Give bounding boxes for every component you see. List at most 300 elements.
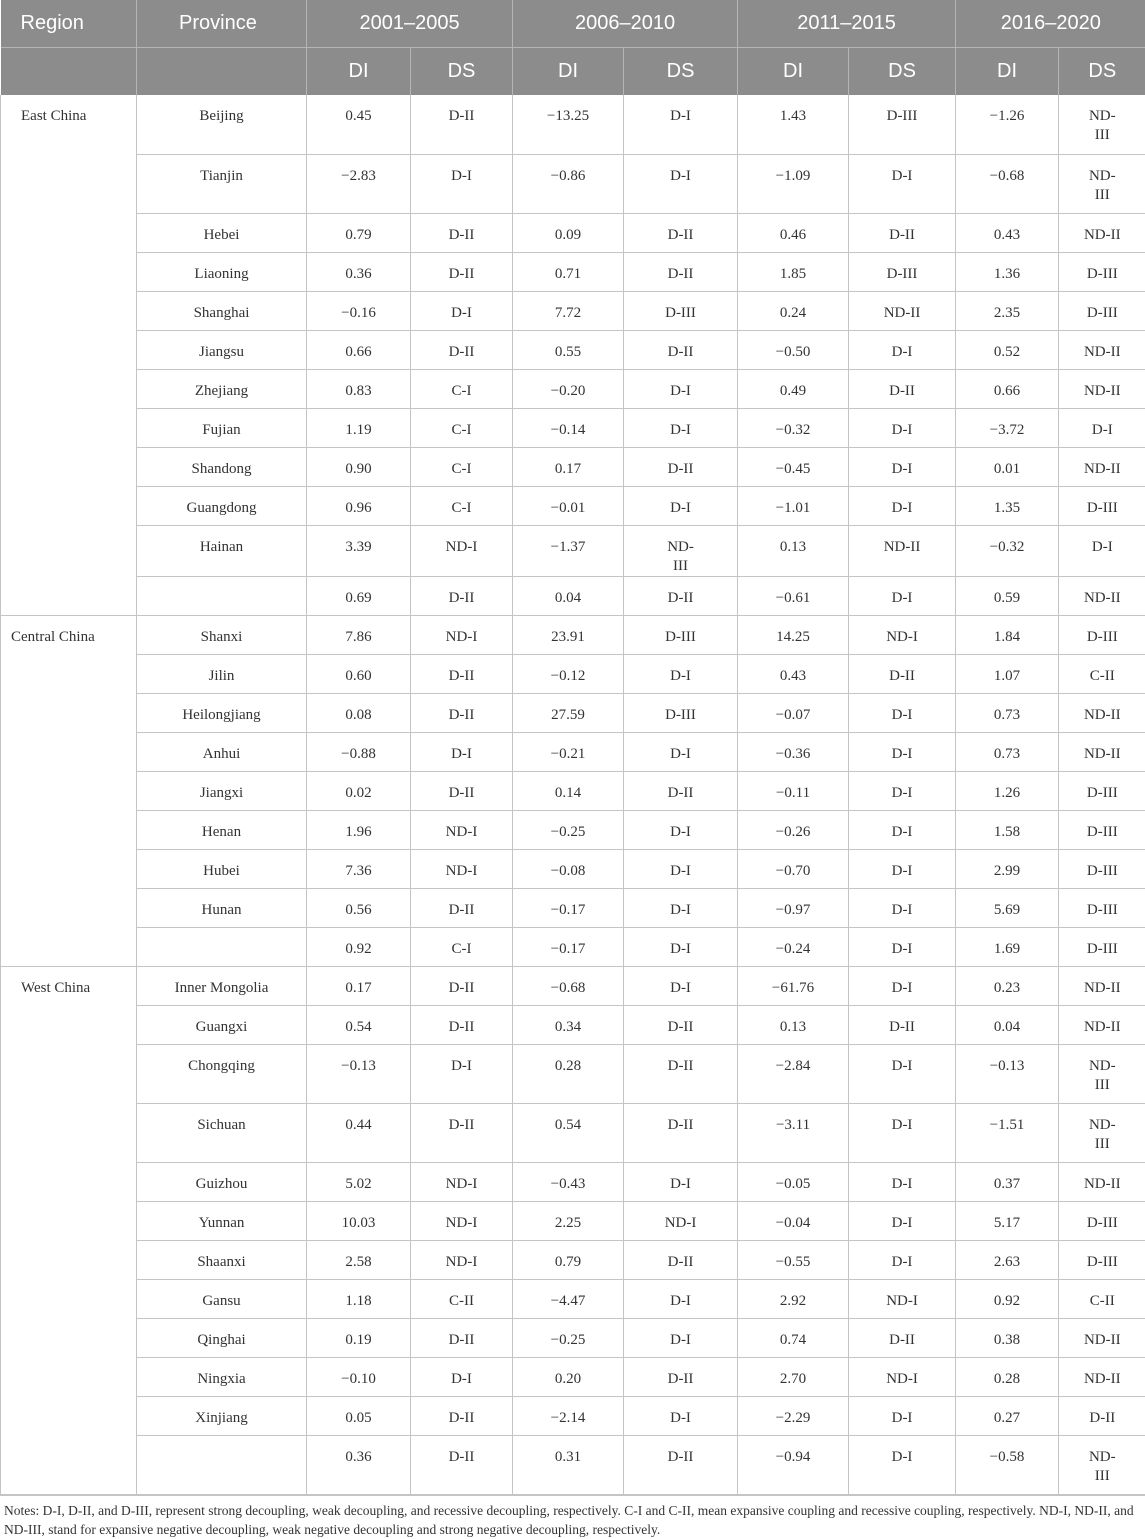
ds-status-cell: ND-I <box>849 615 956 654</box>
province-cell: Inner Mongolia <box>137 966 307 1005</box>
ds-status-cell: D-I <box>624 1396 738 1435</box>
di-value-cell: 0.14 <box>513 771 624 810</box>
province-cell: Jiangxi <box>137 771 307 810</box>
ds-status-cell: D-I <box>624 966 738 1005</box>
province-cell: Hainan <box>137 525 307 576</box>
di-value-cell: −2.14 <box>513 1396 624 1435</box>
ds-status-cell: C-II <box>1059 1279 1145 1318</box>
ds-status-cell: D-II <box>411 888 513 927</box>
di-value-cell: −0.16 <box>307 291 411 330</box>
di-value-cell: −1.09 <box>738 154 849 213</box>
province-cell: Tianjin <box>137 154 307 213</box>
di-value-cell: 7.72 <box>513 291 624 330</box>
ds-status-cell: D-II <box>411 213 513 252</box>
ds-status-cell: ND-II <box>1059 330 1145 369</box>
ds-status-cell: D-II <box>624 771 738 810</box>
di-value-cell: −0.58 <box>956 1435 1059 1494</box>
di-value-cell: −0.68 <box>513 966 624 1005</box>
region-cell: West China <box>1 966 137 1494</box>
di-value-cell: 2.70 <box>738 1357 849 1396</box>
ds-status-cell: D-I <box>411 1044 513 1103</box>
di-value-cell: 5.02 <box>307 1162 411 1201</box>
di-value-cell: −4.47 <box>513 1279 624 1318</box>
ds-status-cell: ND- III <box>1059 1044 1145 1103</box>
di-value-cell: −0.17 <box>513 927 624 966</box>
header-ds: DS <box>411 48 513 96</box>
di-value-cell: 0.19 <box>307 1318 411 1357</box>
di-value-cell: 0.13 <box>738 1005 849 1044</box>
ds-status-cell: D-I <box>624 927 738 966</box>
ds-status-cell: D-I <box>849 447 956 486</box>
ds-status-cell: D-II <box>849 1318 956 1357</box>
ds-status-cell: ND-II <box>1059 1318 1145 1357</box>
table-row <box>1 576 1145 615</box>
di-value-cell: 2.63 <box>956 1240 1059 1279</box>
province-cell: Shanghai <box>137 291 307 330</box>
province-cell: Shanxi <box>137 615 307 654</box>
di-value-cell: 0.49 <box>738 369 849 408</box>
di-value-cell: −0.45 <box>738 447 849 486</box>
ds-status-cell: D-I <box>849 1201 956 1240</box>
di-value-cell: 1.35 <box>956 486 1059 525</box>
di-value-cell: 0.83 <box>307 369 411 408</box>
ds-status-cell: D-II <box>624 1435 738 1494</box>
ds-status-cell: D-I <box>624 408 738 447</box>
di-value-cell: 0.17 <box>513 447 624 486</box>
di-value-cell: 7.86 <box>307 615 411 654</box>
ds-status-cell: D-III <box>1059 849 1145 888</box>
ds-status-cell: D-I <box>624 95 738 154</box>
di-value-cell: −0.25 <box>513 1318 624 1357</box>
di-value-cell: 0.56 <box>307 888 411 927</box>
di-value-cell: −2.84 <box>738 1044 849 1103</box>
ds-status-cell: D-III <box>1059 888 1145 927</box>
ds-status-cell: D-II <box>849 1005 956 1044</box>
di-value-cell: 0.52 <box>956 330 1059 369</box>
di-value-cell: 0.17 <box>307 966 411 1005</box>
ds-status-cell: D-III <box>1059 486 1145 525</box>
ds-status-cell: D-II <box>411 1318 513 1357</box>
di-value-cell: 1.36 <box>956 252 1059 291</box>
di-value-cell: −0.86 <box>513 154 624 213</box>
province-cell: Yunnan <box>137 1201 307 1240</box>
di-value-cell: −0.14 <box>513 408 624 447</box>
ds-status-cell: D-II <box>411 654 513 693</box>
ds-status-cell: D-I <box>849 1162 956 1201</box>
di-value-cell: −0.43 <box>513 1162 624 1201</box>
di-value-cell: −0.50 <box>738 330 849 369</box>
ds-status-cell: D-III <box>624 291 738 330</box>
ds-status-cell: ND- III <box>1059 95 1145 154</box>
di-value-cell: −1.37 <box>513 525 624 576</box>
ds-status-cell: D-I <box>849 693 956 732</box>
ds-status-cell: D-I <box>849 1044 956 1103</box>
di-value-cell: 1.19 <box>307 408 411 447</box>
ds-status-cell: D-I <box>624 154 738 213</box>
ds-status-cell: D-II <box>1059 1396 1145 1435</box>
table-row <box>1 369 1145 408</box>
ds-status-cell: C-I <box>411 486 513 525</box>
header-province-blank <box>137 48 307 96</box>
ds-status-cell: ND-II <box>849 291 956 330</box>
ds-status-cell: ND-I <box>624 1201 738 1240</box>
ds-status-cell: D-II <box>411 771 513 810</box>
di-value-cell: −0.25 <box>513 810 624 849</box>
ds-status-cell: ND-I <box>411 1201 513 1240</box>
table-row <box>1 330 1145 369</box>
ds-status-cell: D-II <box>411 1005 513 1044</box>
ds-status-cell: D-I <box>624 732 738 771</box>
province-cell: Guizhou <box>137 1162 307 1201</box>
di-value-cell: 7.36 <box>307 849 411 888</box>
ds-status-cell: D-I <box>849 576 956 615</box>
table-row <box>1 927 1145 966</box>
table-body <box>1 95 1145 1494</box>
ds-status-cell: ND-II <box>1059 576 1145 615</box>
table-row <box>1 291 1145 330</box>
province-cell: Liaoning <box>137 252 307 291</box>
header-di: DI <box>307 48 411 96</box>
ds-status-cell: ND-II <box>1059 447 1145 486</box>
province-cell: Qinghai <box>137 1318 307 1357</box>
ds-status-cell: D-II <box>849 213 956 252</box>
header-period-2: 2006–2010 <box>513 0 738 48</box>
ds-status-cell: D-I <box>411 291 513 330</box>
di-value-cell: 27.59 <box>513 693 624 732</box>
di-value-cell: 0.01 <box>956 447 1059 486</box>
ds-status-cell: D-II <box>411 693 513 732</box>
di-value-cell: −2.29 <box>738 1396 849 1435</box>
province-cell: Hubei <box>137 849 307 888</box>
ds-status-cell: D-III <box>1059 771 1145 810</box>
ds-status-cell: D-I <box>849 408 956 447</box>
di-value-cell: 1.69 <box>956 927 1059 966</box>
di-value-cell: −13.25 <box>513 95 624 154</box>
di-value-cell: 0.92 <box>956 1279 1059 1318</box>
header-di: DI <box>513 48 624 96</box>
table-row <box>1 154 1145 213</box>
di-value-cell: 0.92 <box>307 927 411 966</box>
ds-status-cell: ND-I <box>849 1357 956 1396</box>
ds-status-cell: D-II <box>624 252 738 291</box>
ds-status-cell: ND-II <box>1059 213 1145 252</box>
ds-status-cell: D-III <box>1059 927 1145 966</box>
province-cell: Chongqing <box>137 1044 307 1103</box>
di-value-cell: 0.73 <box>956 732 1059 771</box>
di-value-cell: −1.51 <box>956 1103 1059 1162</box>
di-value-cell: 5.69 <box>956 888 1059 927</box>
province-cell <box>137 927 307 966</box>
table-row <box>1 213 1145 252</box>
header-province: Province <box>137 0 307 48</box>
ds-status-cell: D-I <box>1059 525 1145 576</box>
di-value-cell: 0.73 <box>956 693 1059 732</box>
table-row <box>1 1044 1145 1103</box>
ds-status-cell: D-I <box>624 849 738 888</box>
ds-status-cell: D-III <box>1059 810 1145 849</box>
di-value-cell: 1.07 <box>956 654 1059 693</box>
ds-status-cell: D-II <box>411 1103 513 1162</box>
table-row <box>1 732 1145 771</box>
ds-status-cell: D-II <box>411 966 513 1005</box>
ds-status-cell: D-I <box>624 1318 738 1357</box>
di-value-cell: 5.17 <box>956 1201 1059 1240</box>
province-cell: Xinjiang <box>137 1396 307 1435</box>
di-value-cell: −0.97 <box>738 888 849 927</box>
table-row <box>1 447 1145 486</box>
ds-status-cell: ND-II <box>1059 966 1145 1005</box>
di-value-cell: 0.71 <box>513 252 624 291</box>
di-value-cell: 2.99 <box>956 849 1059 888</box>
di-value-cell: −0.68 <box>956 154 1059 213</box>
di-value-cell: 0.05 <box>307 1396 411 1435</box>
ds-status-cell: ND-II <box>1059 1357 1145 1396</box>
table-row <box>1 1357 1145 1396</box>
ds-status-cell: D-I <box>624 654 738 693</box>
di-value-cell: 1.26 <box>956 771 1059 810</box>
ds-status-cell: D-I <box>624 888 738 927</box>
table-header <box>1 0 1145 95</box>
ds-status-cell: D-II <box>411 252 513 291</box>
ds-status-cell: D-I <box>849 966 956 1005</box>
di-value-cell: 1.58 <box>956 810 1059 849</box>
di-value-cell: 10.03 <box>307 1201 411 1240</box>
province-cell: Hunan <box>137 888 307 927</box>
di-value-cell: 2.92 <box>738 1279 849 1318</box>
province-cell <box>137 1435 307 1494</box>
ds-status-cell: D-III <box>849 252 956 291</box>
di-value-cell: 2.35 <box>956 291 1059 330</box>
table-row <box>1 654 1145 693</box>
di-value-cell: 1.84 <box>956 615 1059 654</box>
ds-status-cell: ND-I <box>411 1240 513 1279</box>
province-cell: Hebei <box>137 213 307 252</box>
di-value-cell: 0.38 <box>956 1318 1059 1357</box>
table-row <box>1 252 1145 291</box>
ds-status-cell: D-II <box>624 1357 738 1396</box>
province-cell: Heilongjiang <box>137 693 307 732</box>
province-cell: Jiangsu <box>137 330 307 369</box>
ds-status-cell: D-III <box>1059 1240 1145 1279</box>
di-value-cell: 1.43 <box>738 95 849 154</box>
table-row <box>1 1396 1145 1435</box>
di-value-cell: −0.05 <box>738 1162 849 1201</box>
ds-status-cell: D-I <box>849 888 956 927</box>
ds-status-cell: C-II <box>411 1279 513 1318</box>
di-value-cell: −0.04 <box>738 1201 849 1240</box>
table-notes: Notes: D-I, D-II, and D-III, represent strong decoupling, weak decoupling, and recessive decoupling, respectively. C-I and C-II, mean expansive coupling and recessive coupling, respectively. ND-I, ND-II, and ND-III, stand for expansive negative decoupling, weak negative decoupling and strong negative decoupling, respectively. <box>0 1495 1145 1539</box>
di-value-cell: 0.04 <box>956 1005 1059 1044</box>
di-value-cell: 0.36 <box>307 1435 411 1494</box>
di-value-cell: 0.45 <box>307 95 411 154</box>
di-value-cell: −0.11 <box>738 771 849 810</box>
ds-status-cell: D-III <box>1059 252 1145 291</box>
ds-status-cell: D-II <box>624 1005 738 1044</box>
table-row <box>1 486 1145 525</box>
ds-status-cell: ND- III <box>1059 154 1145 213</box>
di-value-cell: 0.54 <box>307 1005 411 1044</box>
di-value-cell: −0.32 <box>956 525 1059 576</box>
province-cell: Shandong <box>137 447 307 486</box>
province-cell: Zhejiang <box>137 369 307 408</box>
table-row <box>1 1240 1145 1279</box>
di-value-cell: 0.08 <box>307 693 411 732</box>
ds-status-cell: D-II <box>411 1435 513 1494</box>
province-cell: Gansu <box>137 1279 307 1318</box>
ds-status-cell: D-I <box>624 810 738 849</box>
di-value-cell: 0.74 <box>738 1318 849 1357</box>
di-value-cell: 1.96 <box>307 810 411 849</box>
header-region-blank <box>1 48 137 96</box>
ds-status-cell: D-II <box>624 213 738 252</box>
header-ds: DS <box>1059 48 1145 96</box>
ds-status-cell: ND-I <box>411 810 513 849</box>
di-value-cell: 0.23 <box>956 966 1059 1005</box>
di-value-cell: 0.34 <box>513 1005 624 1044</box>
di-value-cell: −0.70 <box>738 849 849 888</box>
region-cell: Central China <box>1 615 137 966</box>
ds-status-cell: C-II <box>1059 654 1145 693</box>
header-period-1: 2001–2005 <box>307 0 513 48</box>
region-cell: East China <box>1 95 137 615</box>
ds-status-cell: D-I <box>849 154 956 213</box>
table-row <box>1 888 1145 927</box>
ds-status-cell: D-III <box>1059 291 1145 330</box>
di-value-cell: 0.66 <box>307 330 411 369</box>
province-cell: Shaanxi <box>137 1240 307 1279</box>
province-cell: Ningxia <box>137 1357 307 1396</box>
table-row <box>1 615 1145 654</box>
table-row <box>1 1279 1145 1318</box>
ds-status-cell: ND-II <box>1059 732 1145 771</box>
di-value-cell: 0.79 <box>307 213 411 252</box>
di-value-cell: −0.61 <box>738 576 849 615</box>
ds-status-cell: D-I <box>411 154 513 213</box>
di-value-cell: −0.10 <box>307 1357 411 1396</box>
di-value-cell: −61.76 <box>738 966 849 1005</box>
ds-status-cell: D-II <box>624 330 738 369</box>
di-value-cell: 0.04 <box>513 576 624 615</box>
province-cell: Sichuan <box>137 1103 307 1162</box>
di-value-cell: 3.39 <box>307 525 411 576</box>
province-cell: Guangxi <box>137 1005 307 1044</box>
table-row <box>1 1318 1145 1357</box>
di-value-cell: −0.21 <box>513 732 624 771</box>
di-value-cell: 0.96 <box>307 486 411 525</box>
header-di: DI <box>738 48 849 96</box>
di-value-cell: 0.02 <box>307 771 411 810</box>
di-value-cell: −0.20 <box>513 369 624 408</box>
table-row <box>1 693 1145 732</box>
province-cell: Beijing <box>137 95 307 154</box>
di-value-cell: 0.90 <box>307 447 411 486</box>
di-value-cell: −0.24 <box>738 927 849 966</box>
ds-status-cell: D-I <box>849 486 956 525</box>
ds-status-cell: D-II <box>624 576 738 615</box>
di-value-cell: 0.27 <box>956 1396 1059 1435</box>
ds-status-cell: D-I <box>849 1396 956 1435</box>
di-value-cell: −0.55 <box>738 1240 849 1279</box>
ds-status-cell: D-II <box>624 1103 738 1162</box>
ds-status-cell: ND-II <box>1059 693 1145 732</box>
province-cell: Anhui <box>137 732 307 771</box>
ds-status-cell: ND-I <box>849 1279 956 1318</box>
di-value-cell: 0.60 <box>307 654 411 693</box>
ds-status-cell: ND-I <box>411 525 513 576</box>
ds-status-cell: D-II <box>624 1044 738 1103</box>
ds-status-cell: ND- III <box>624 525 738 576</box>
ds-status-cell: D-I <box>624 486 738 525</box>
di-value-cell: 1.18 <box>307 1279 411 1318</box>
di-value-cell: 0.31 <box>513 1435 624 1494</box>
ds-status-cell: ND-II <box>1059 1005 1145 1044</box>
header-ds: DS <box>624 48 738 96</box>
di-value-cell: −0.32 <box>738 408 849 447</box>
province-cell: Guangdong <box>137 486 307 525</box>
ds-status-cell: D-I <box>849 1435 956 1494</box>
ds-status-cell: D-II <box>849 654 956 693</box>
ds-status-cell: ND- III <box>1059 1103 1145 1162</box>
ds-status-cell: D-III <box>849 95 956 154</box>
ds-status-cell: D-I <box>1059 408 1145 447</box>
di-value-cell: −3.72 <box>956 408 1059 447</box>
di-value-cell: 1.85 <box>738 252 849 291</box>
di-value-cell: −0.88 <box>307 732 411 771</box>
ds-status-cell: D-I <box>411 732 513 771</box>
ds-status-cell: D-I <box>849 771 956 810</box>
ds-status-cell: D-I <box>849 849 956 888</box>
ds-status-cell: D-I <box>849 330 956 369</box>
ds-status-cell: D-II <box>411 330 513 369</box>
ds-status-cell: D-I <box>624 369 738 408</box>
ds-status-cell: C-I <box>411 927 513 966</box>
di-value-cell: −0.07 <box>738 693 849 732</box>
table-row <box>1 810 1145 849</box>
di-value-cell: −0.13 <box>307 1044 411 1103</box>
di-value-cell: 0.24 <box>738 291 849 330</box>
ds-status-cell: ND-II <box>1059 369 1145 408</box>
table-row <box>1 966 1145 1005</box>
ds-status-cell: D-I <box>849 732 956 771</box>
table-row <box>1 771 1145 810</box>
ds-status-cell: ND- III <box>1059 1435 1145 1494</box>
di-value-cell: 0.54 <box>513 1103 624 1162</box>
di-value-cell: 0.69 <box>307 576 411 615</box>
ds-status-cell: D-I <box>624 1162 738 1201</box>
di-value-cell: 0.59 <box>956 576 1059 615</box>
di-value-cell: 14.25 <box>738 615 849 654</box>
di-value-cell: −0.36 <box>738 732 849 771</box>
di-value-cell: 0.28 <box>513 1044 624 1103</box>
di-value-cell: −0.94 <box>738 1435 849 1494</box>
di-value-cell: 0.20 <box>513 1357 624 1396</box>
ds-status-cell: D-II <box>411 1396 513 1435</box>
di-value-cell: −3.11 <box>738 1103 849 1162</box>
ds-status-cell: D-III <box>1059 615 1145 654</box>
ds-status-cell: D-I <box>849 810 956 849</box>
ds-status-cell: ND-II <box>1059 1162 1145 1201</box>
ds-status-cell: D-II <box>849 369 956 408</box>
table-row <box>1 1005 1145 1044</box>
header-period-4: 2016–2020 <box>956 0 1145 48</box>
province-cell: Jilin <box>137 654 307 693</box>
di-value-cell: 0.28 <box>956 1357 1059 1396</box>
ds-status-cell: C-I <box>411 447 513 486</box>
ds-status-cell: D-II <box>624 1240 738 1279</box>
province-cell: Henan <box>137 810 307 849</box>
ds-status-cell: D-III <box>624 615 738 654</box>
ds-status-cell: D-II <box>624 447 738 486</box>
